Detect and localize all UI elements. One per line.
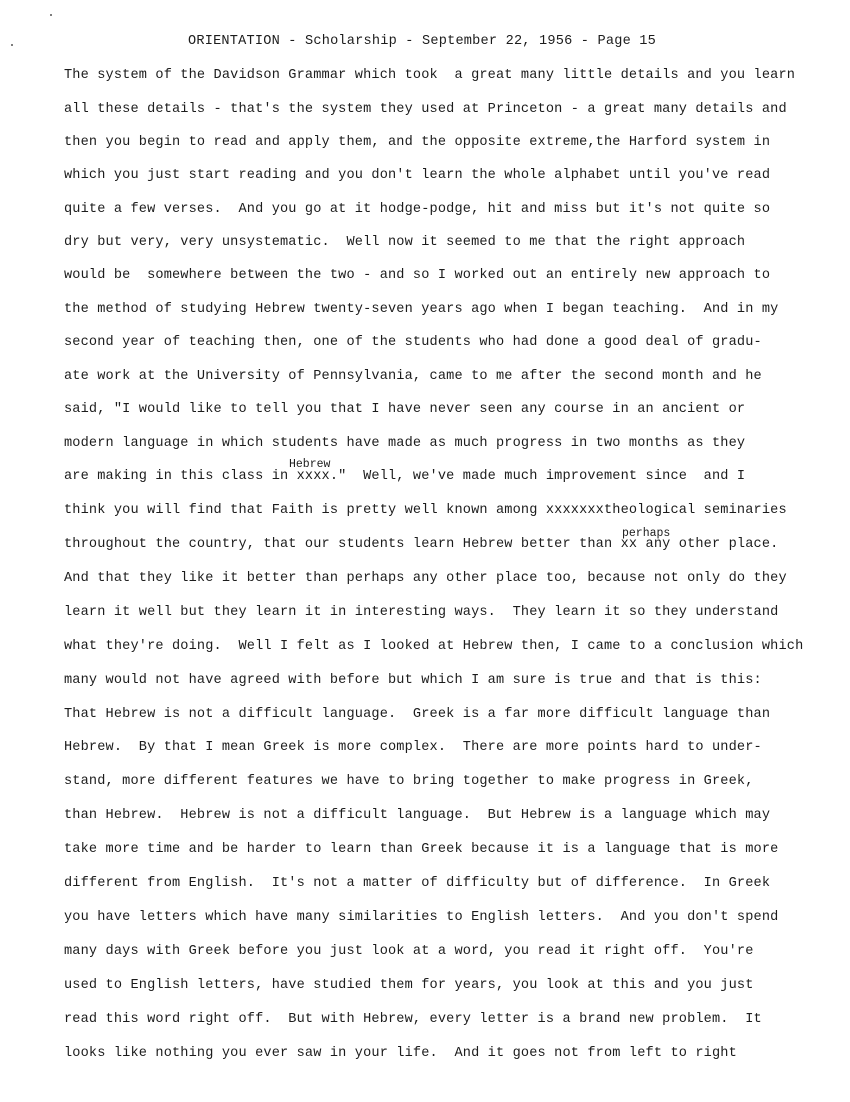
text-line: looks like nothing you ever saw in your life. And it goes not from left to right (64, 1046, 737, 1061)
text-line: modern language in which students have made as much progress in two months as they (64, 436, 746, 451)
text-line: dry but very, very unsystematic. Well now it seemed to me that the right approach (64, 235, 746, 250)
text-line: The system of the Davidson Grammar which took a great many little details and you learn (64, 68, 796, 83)
text-line: ate work at the University of Pennsylvania, came to me after the second month and he (64, 369, 762, 384)
text-line: quite a few verses. And you go at it hodge-podge, hit and miss but it's not quite so (64, 202, 771, 217)
text-line: which you just start reading and you don't learn the whole alphabet until you've read (64, 168, 771, 183)
text-line: said, "I would like to tell you that I have never seen any course in an ancient or (64, 402, 746, 417)
text-line: That Hebrew is not a difficult language. Greek is a far more difficult language than (64, 707, 771, 722)
text-line: stand, more different features we have to bring together to make progress in Greek, (64, 774, 754, 789)
text-line: all these details - that's the system they used at Princeton - a great many details and (64, 102, 787, 117)
text-line: Hebrew. By that I mean Greek is more complex. There are more points hard to under- (64, 740, 762, 755)
margin-mark (11, 44, 13, 46)
text-line: what they're doing. Well I felt as I looked at Hebrew then, I came to a conclusion which (64, 639, 804, 654)
interlinear-insertion: perhaps (622, 527, 671, 540)
text-line: And that they like it better than perhaps any other place too, because not only do they (64, 571, 787, 586)
text-line: than Hebrew. Hebrew is not a difficult language. But Hebrew is a language which may (64, 808, 771, 823)
interlinear-insertion: Hebrew (289, 458, 331, 471)
margin-mark (50, 14, 52, 16)
text-line: many would not have agreed with before but which I am sure is true and that is this: (64, 673, 762, 688)
text-line: are making in this class in xxxx." Well, we've made much improvement since and I (64, 469, 746, 484)
text-line: used to English letters, have studied them for years, you look at this and you just (64, 978, 754, 993)
text-line: take more time and be harder to learn than Greek because it is a language that is more (64, 842, 779, 857)
text-line: would be somewhere between the two - and so I worked out an entirely new approach to (64, 268, 771, 283)
page-header: ORIENTATION - Scholarship - September 22, 1956 - Page 15 (188, 34, 657, 49)
text-line: you have letters which have many similarities to English letters. And you don't spend (64, 910, 779, 925)
text-line: learn it well but they learn it in interesting ways. They learn it so they understand (64, 605, 779, 620)
text-line: think you will find that Faith is pretty well known among xxxxxxxtheological seminaries (64, 503, 787, 518)
text-line: second year of teaching then, one of the students who had done a good deal of gradu- (64, 335, 762, 350)
text-line: different from English. It's not a matter of difficulty but of difference. In Greek (64, 876, 771, 891)
text-line: many days with Greek before you just look at a word, you read it right off. You're (64, 944, 754, 959)
text-line: the method of studying Hebrew twenty-seven years ago when I began teaching. And in my (64, 302, 779, 317)
text-line: then you begin to read and apply them, and the opposite extreme,the Harford system in (64, 135, 771, 150)
text-line: throughout the country, that our students learn Hebrew better than xx any other place. (64, 537, 779, 552)
text-line: read this word right off. But with Hebrew, every letter is a brand new problem. It (64, 1012, 762, 1027)
